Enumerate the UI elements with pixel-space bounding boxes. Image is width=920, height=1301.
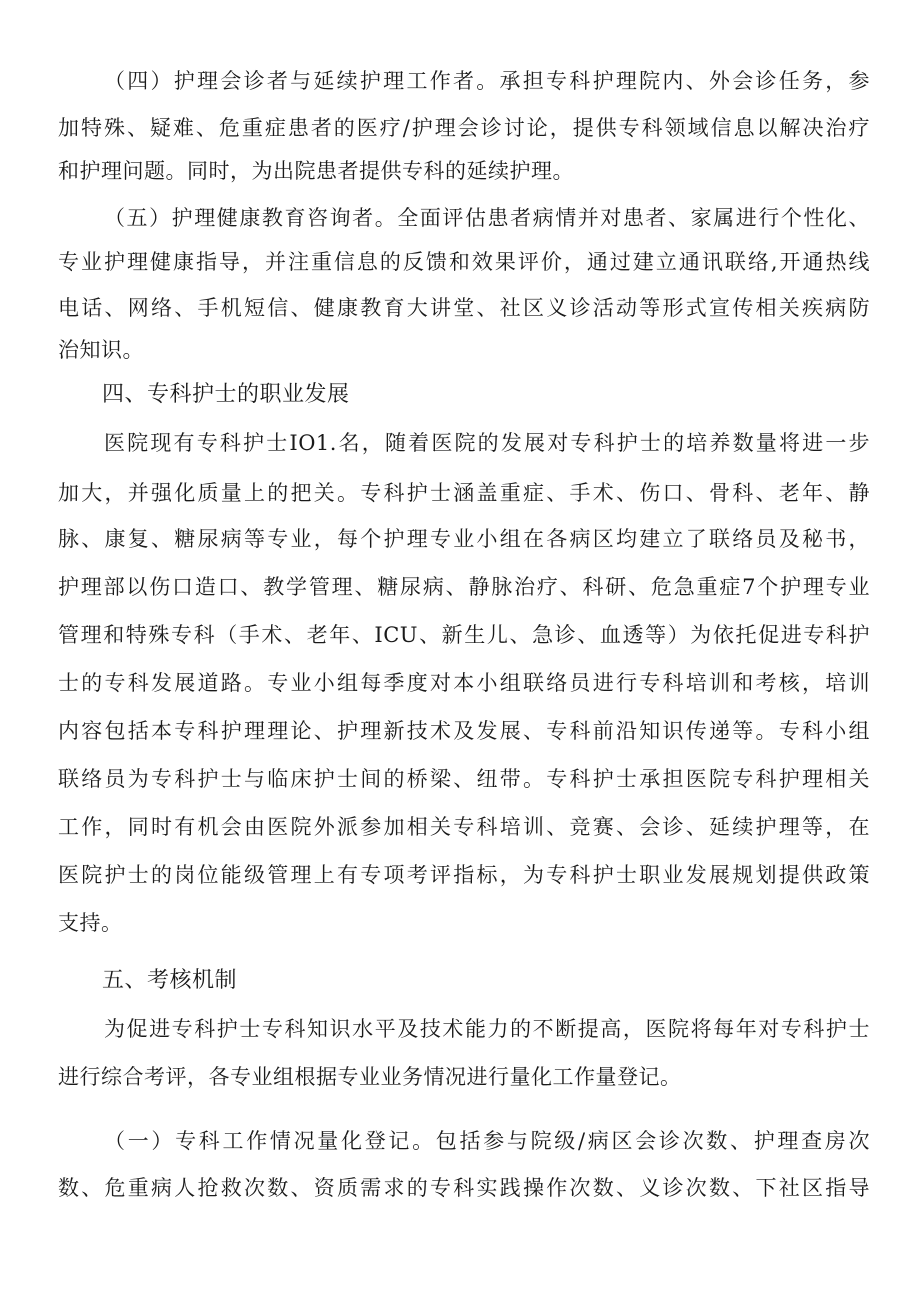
section-heading: 四、专科护士的职业发展	[102, 382, 350, 407]
paragraph-line: 内容包括本专科护理理论、护理新技术及发展、专科前沿知识传递等。专科小组	[58, 719, 870, 743]
paragraph-line: 管理和特殊专科（手术、老年、ICU、新生儿、急诊、血透等）为依托促进专科护	[58, 623, 870, 647]
paragraph-line: 护理部以伤口造口、教学管理、糖尿病、静脉治疗、科研、危急重症7个护理专业	[58, 575, 870, 599]
paragraph-line: 治知识。	[58, 338, 144, 362]
paragraph-line: 医院护士的岗位能级管理上有专项考评指标，为专科护士职业发展规划提供政策	[58, 863, 870, 887]
paragraph-line: 为促进专科护士专科知识水平及技术能力的不断提高，医院将每年对专科护士	[104, 1017, 870, 1041]
section-heading: 五、考核机制	[102, 968, 238, 993]
paragraph-line: （五）护理健康教育咨询者。全面评估患者病情并对患者、家属进行个性化、	[104, 206, 870, 230]
paragraph-line: 支持。	[58, 911, 123, 935]
paragraph-line: 脉、康复、糖尿病等专业，每个护理专业小组在各病区均建立了联络员及秘书，	[58, 527, 870, 551]
paragraph-line: 医院现有专科护士IO1.名，随着医院的发展对专科护士的培养数量将进一步	[104, 431, 870, 455]
paragraph-line: 数、危重病人抢救次数、资质需求的专科实践操作次数、义诊次数、下社区指导	[58, 1176, 870, 1200]
paragraph-line: 进行综合考评，各专业组根据专业业务情况进行量化工作量登记。	[58, 1065, 682, 1089]
paragraph-line: 加特殊、疑难、危重症患者的医疗/护理会诊讨论，提供专科领域信息以解决治疗	[58, 116, 870, 140]
paragraph-line: （一）专科工作情况量化登记。包括参与院级/病区会诊次数、护理查房次	[104, 1129, 870, 1153]
paragraph-line: 联络员为专科护士与临床护士间的桥梁、纽带。专科护士承担医院专科护理相关	[58, 767, 870, 791]
paragraph-line: 工作，同时有机会由医院外派参加相关专科培训、竞赛、会诊、延续护理等，在	[58, 815, 870, 839]
paragraph-line: （四）护理会诊者与延续护理工作者。承担专科护理院内、外会诊任务，参	[104, 69, 870, 93]
paragraph-line: 专业护理健康指导，并注重信息的反馈和效果评价，通过建立通讯联络,开通热线	[58, 250, 870, 274]
paragraph-line: 电话、网络、手机短信、健康教育大讲堂、社区义诊活动等形式宣传相关疾病防	[58, 296, 870, 320]
paragraph-line: 士的专科发展道路。专业小组每季度对本小组联络员进行专科培训和考核，培训	[58, 671, 870, 695]
paragraph-line: 加大，并强化质量上的把关。专科护士涵盖重症、手术、伤口、骨科、老年、静	[58, 481, 870, 505]
paragraph-line: 和护理问题。同时，为出院患者提供专科的延续护理。	[58, 159, 574, 183]
